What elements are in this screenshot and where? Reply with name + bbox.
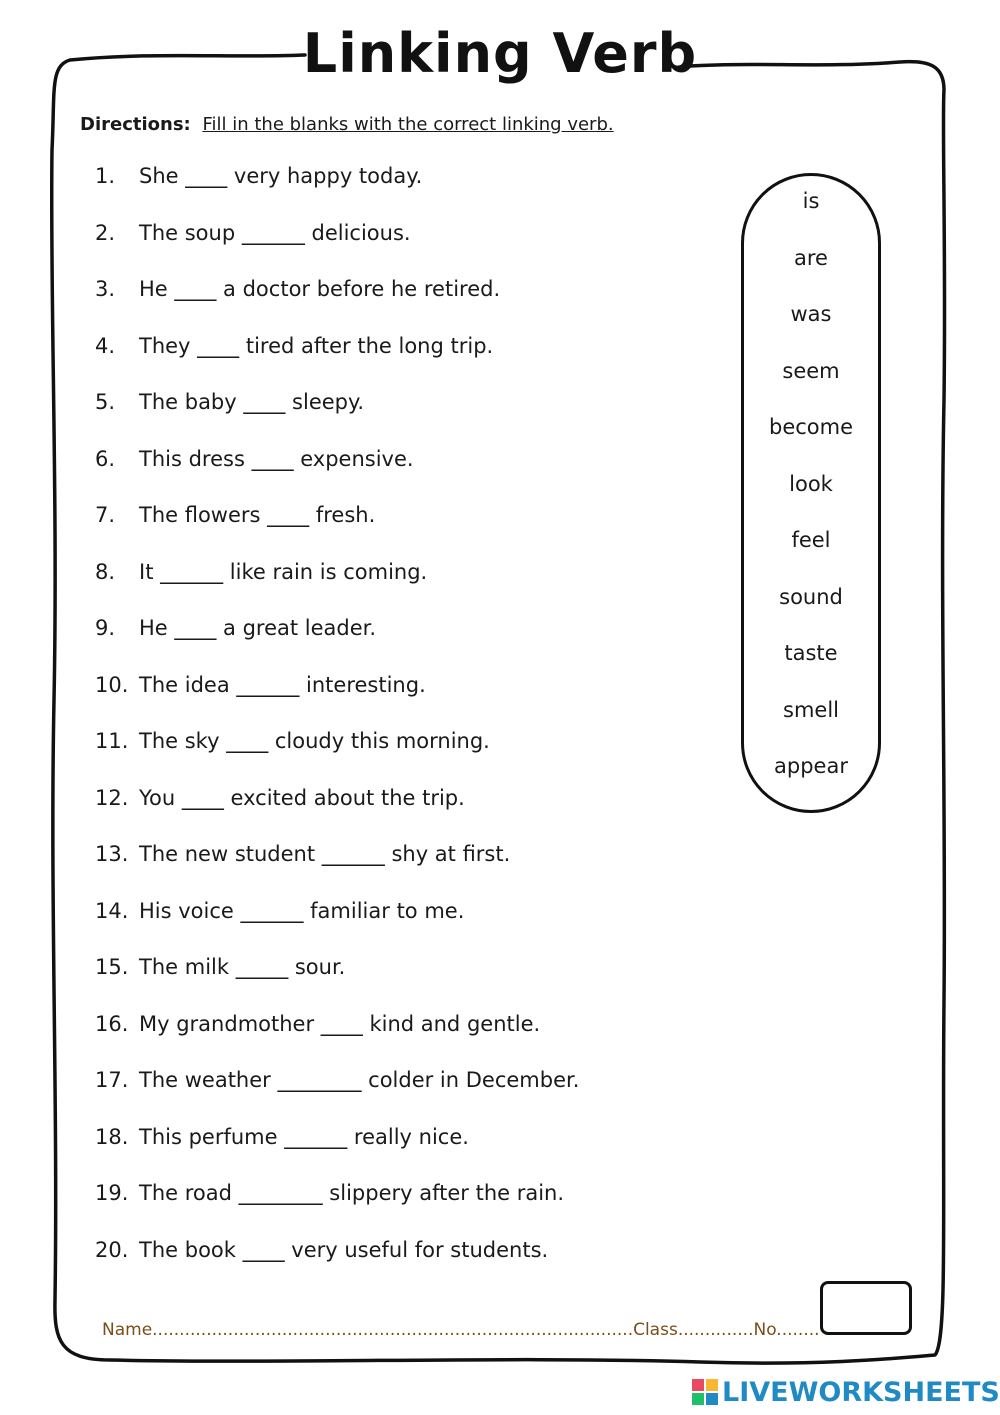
question-item [95, 786, 465, 810]
word-bank-item: is [802, 189, 820, 213]
question-text: The soup ______ delicious. [139, 220, 411, 245]
question-number: 9. [95, 616, 116, 640]
question-text: The book ____ very useful for students. [139, 1237, 549, 1262]
word-bank-item: appear [774, 754, 848, 778]
question-item [95, 1068, 579, 1092]
question-number: 12. [95, 785, 129, 810]
question-text: You ____ excited about the trip. [139, 785, 465, 810]
directions [80, 114, 614, 135]
question-number: 18. [95, 1124, 129, 1149]
question-text: He ____ a doctor before he retired. [139, 277, 501, 301]
question-item [95, 277, 500, 301]
question-item [95, 616, 376, 640]
footer-fields [102, 1320, 820, 1340]
question-item [95, 673, 426, 697]
question-text: The idea ______ interesting. [139, 672, 426, 697]
question-item [95, 1012, 540, 1036]
word-bank-item: feel [791, 528, 831, 552]
question-number: 11. [95, 729, 129, 753]
question-item [95, 447, 414, 471]
question-number: 1. [95, 164, 116, 188]
question-number: 10. [95, 672, 129, 697]
question-number: 3. [95, 277, 116, 301]
question-item [95, 503, 375, 527]
question-item [95, 1238, 548, 1262]
word-bank-item: are [794, 245, 828, 270]
question-item [95, 729, 490, 753]
question-text: This perfume ______ really nice. [139, 1124, 469, 1149]
question-text: His voice ______ familiar to me. [139, 898, 465, 923]
question-item [95, 1125, 469, 1149]
logo-text: LIVEWORKSHEETS [722, 1376, 1000, 1408]
question-text: The sky ____ cloudy this morning. [139, 729, 490, 753]
question-text: The road ________ slippery after the rain. [139, 1181, 565, 1205]
directions-label: Directions: [80, 114, 191, 135]
question-text: This dress ____ expensive. [139, 446, 414, 471]
question-text: The milk _____ sour. [139, 955, 346, 979]
question-number: 2. [95, 220, 116, 245]
question-text: He ____ a great leader. [139, 616, 377, 640]
question-number: 14. [95, 898, 129, 923]
question-item [95, 390, 364, 414]
question-item [95, 164, 422, 188]
liveworksheets-logo [692, 1376, 1000, 1408]
question-number: 15. [95, 955, 129, 979]
directions-text: Fill in the blanks with the correct linking verb. [202, 114, 614, 135]
question-item [95, 560, 427, 584]
question-item [95, 1181, 564, 1205]
question-text: She ____ very happy today. [139, 164, 423, 188]
word-bank-item: become [768, 415, 854, 439]
word-bank-item: seem [782, 358, 840, 383]
question-text: The new student ______ shy at first. [139, 842, 511, 866]
number-field[interactable]: No........ [753, 1320, 820, 1340]
liveworksheets-logo-icon [692, 1379, 718, 1405]
question-number: 13. [95, 842, 129, 866]
question-item [95, 842, 510, 866]
question-item [95, 221, 411, 245]
question-number: 17. [95, 1068, 129, 1092]
word-bank-item: sound [779, 584, 843, 609]
word-bank-item: was [790, 302, 832, 326]
question-number: 5. [95, 390, 116, 414]
question-number: 6. [95, 446, 116, 471]
word-bank-item: smell [783, 697, 839, 722]
class-field[interactable]: Class.............. [633, 1320, 754, 1340]
score-box [820, 1281, 912, 1335]
question-text: The flowers ____ fresh. [139, 503, 376, 527]
question-item [95, 955, 345, 979]
question-number: 20. [95, 1237, 129, 1262]
question-text: They ____ tired after the long trip. [139, 333, 494, 358]
question-item [95, 334, 493, 358]
word-bank-item: look [789, 471, 833, 496]
question-text: It ______ like rain is coming. [139, 559, 428, 584]
question-text: My grandmother ____ kind and gentle. [139, 1011, 541, 1036]
worksheet-title: Linking Verb [302, 22, 698, 85]
question-item [95, 899, 464, 923]
question-number: 4. [95, 333, 116, 358]
word-bank-item: taste [784, 641, 838, 665]
question-number: 16. [95, 1011, 129, 1036]
name-field[interactable]: Name......................................................................................... [102, 1320, 634, 1340]
question-text: The baby ____ sleepy. [139, 390, 365, 414]
question-number: 7. [95, 503, 116, 527]
question-text: The weather ________ colder in December. [139, 1068, 580, 1092]
question-number: 19. [95, 1181, 129, 1205]
question-number: 8. [95, 559, 116, 584]
